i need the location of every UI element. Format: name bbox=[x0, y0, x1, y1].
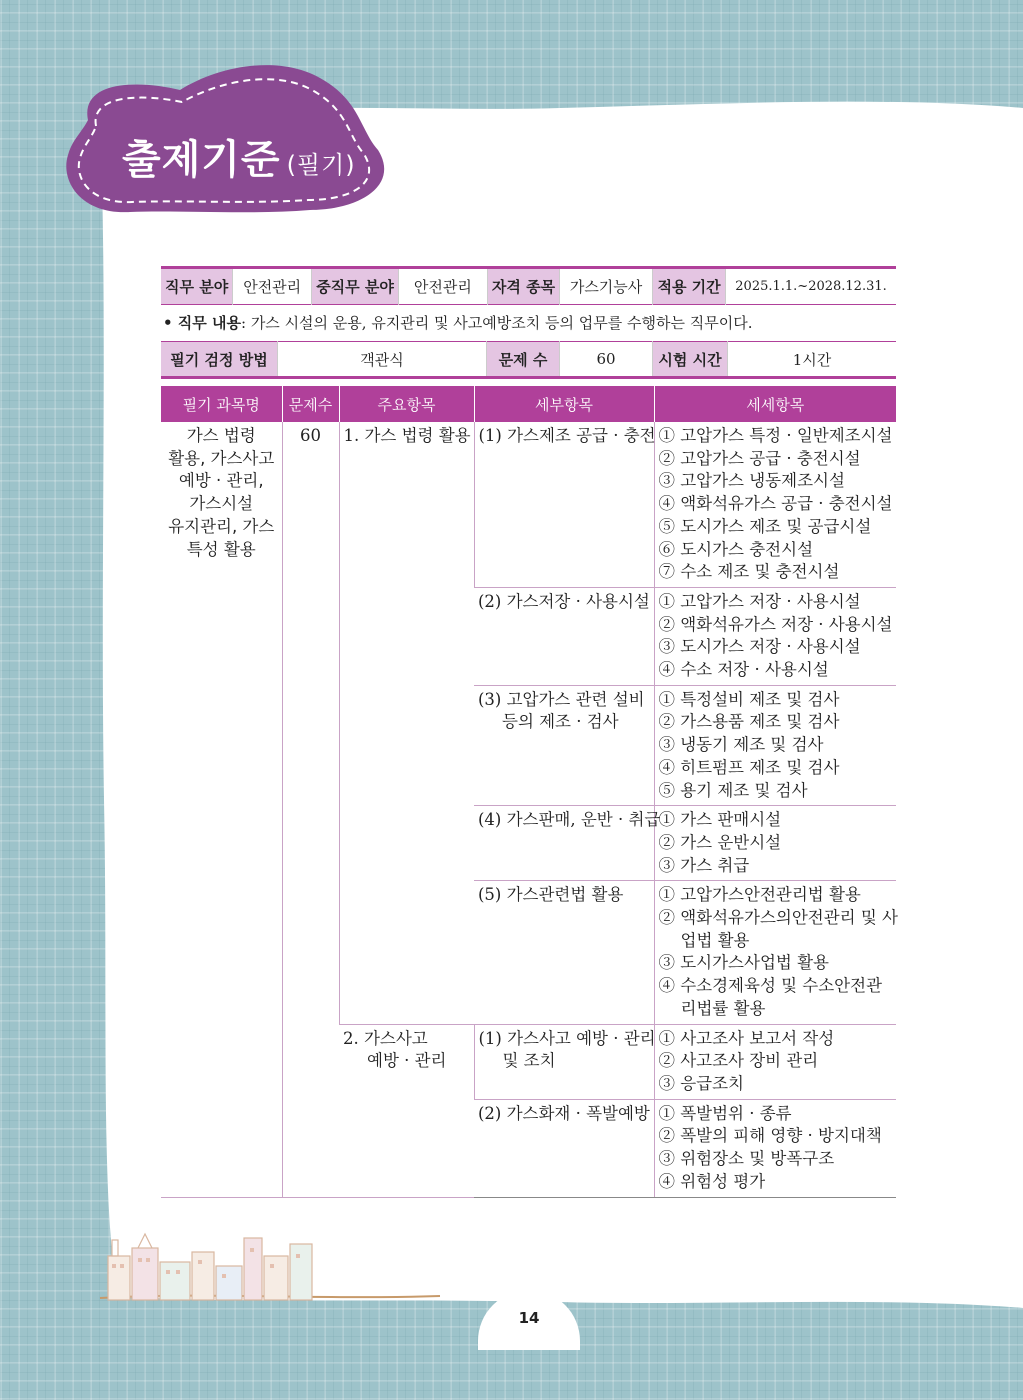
detail-items bbox=[654, 1024, 896, 1099]
page-title bbox=[122, 128, 356, 185]
detail-item: ① 고압가스안전관리법 활용 bbox=[658, 885, 861, 905]
detail-item: 리법률 활용 bbox=[680, 998, 766, 1018]
detail-item: ④ 액화석유가스 공급 · 충전시설 bbox=[658, 494, 893, 514]
sub-item bbox=[474, 806, 661, 881]
detail-items bbox=[654, 587, 896, 685]
subject-line: 예방 · 관리, bbox=[178, 471, 264, 491]
detail-item: ⑥ 도시가스 충전시설 bbox=[658, 539, 814, 559]
detail-item: ① 폭발범위 · 종류 bbox=[658, 1103, 792, 1123]
main-item-2 bbox=[339, 1024, 474, 1197]
detail-item: ⑦ 수소 제조 및 충전시설 bbox=[658, 562, 840, 582]
detail-item: ③ 가스 취급 bbox=[658, 855, 750, 875]
header-main-item: 주요항목 bbox=[339, 386, 474, 422]
qualification-label: 자격 종목 bbox=[487, 268, 559, 305]
sub-item-line: 등의 제조 · 검사 bbox=[502, 712, 619, 732]
method-label: 필기 검정 방법 bbox=[161, 342, 278, 378]
detail-item: ② 가스용품 제조 및 검사 bbox=[658, 712, 840, 732]
detail-item: ③ 도시가스 저장 · 사용시설 bbox=[658, 637, 861, 657]
duty-text: : 가스 시설의 운용, 유지관리 및 사고예방조치 등의 업무를 수행하는 직무이다. bbox=[241, 314, 753, 332]
detail-item: ④ 히트펌프 제조 및 검사 bbox=[658, 757, 840, 777]
subject-line: 가스 법령 bbox=[186, 426, 256, 445]
detail-item: 업법 활용 bbox=[680, 930, 750, 950]
header-count: 문제수 bbox=[282, 386, 339, 422]
detail-items bbox=[654, 685, 896, 806]
detail-item: ① 고압가스 저장 · 사용시설 bbox=[658, 591, 861, 611]
sub-item-line: (4) 가스판매, 운반 · 취급 bbox=[478, 810, 661, 830]
sub-item bbox=[474, 587, 654, 685]
sub-item-line: (2) 가스저장 · 사용시설 bbox=[478, 591, 650, 611]
header-sub-item: 세부항목 bbox=[474, 386, 654, 422]
info-block bbox=[161, 266, 896, 379]
main-item-1: 1. 가스 법령 활용 bbox=[339, 422, 474, 1024]
subject-line: 특성 활용 bbox=[186, 539, 256, 559]
count-value: 60 bbox=[560, 342, 653, 378]
qualification-value: 가스기능사 bbox=[560, 268, 653, 305]
period-label: 적용 기간 bbox=[653, 268, 726, 305]
subject-line: 활용, 가스사고 bbox=[168, 448, 275, 468]
sub-item bbox=[474, 1024, 654, 1099]
main-item-line: 2. 가스사고 bbox=[343, 1028, 428, 1048]
header-detail-item: 세세항목 bbox=[654, 386, 896, 422]
detail-item: ② 사고조사 장비 관리 bbox=[658, 1051, 819, 1071]
duty-label: • 직무 내용 bbox=[163, 314, 241, 332]
title-main: 출제기준 bbox=[122, 137, 281, 183]
duty-description bbox=[161, 305, 896, 341]
detail-item: ③ 응급조치 bbox=[658, 1073, 745, 1093]
detail-item: ③ 고압가스 냉동제조시설 bbox=[658, 471, 845, 491]
city-illustration bbox=[100, 1226, 320, 1304]
sub-field-value: 안전관리 bbox=[398, 268, 487, 305]
detail-item: ① 고압가스 특정 · 일반제조시설 bbox=[658, 426, 893, 445]
detail-item: ④ 수소경제육성 및 수소안전관 bbox=[658, 976, 883, 996]
detail-item: ⑤ 용기 제조 및 검사 bbox=[658, 780, 808, 800]
sub-item bbox=[474, 685, 654, 806]
method-value: 객관식 bbox=[278, 342, 487, 378]
sub-field-label: 중직무 분야 bbox=[312, 268, 399, 305]
detail-item: ③ 위험장소 및 방폭구조 bbox=[658, 1149, 835, 1169]
sub-item bbox=[474, 422, 654, 587]
table-row bbox=[161, 422, 896, 587]
time-value: 1시간 bbox=[792, 350, 832, 369]
subject-line: 가스시설 bbox=[189, 494, 254, 514]
detail-item: ② 고압가스 공급 · 충전시설 bbox=[658, 448, 861, 468]
detail-item: ② 가스 운반시설 bbox=[658, 832, 782, 852]
sub-item-line: (2) 가스화재 · 폭발예방 bbox=[478, 1103, 650, 1123]
job-field-label: 직무 분야 bbox=[161, 268, 233, 305]
title-sub: (필기) bbox=[286, 151, 356, 179]
page-number: 14 bbox=[518, 1309, 540, 1327]
job-field-value: 안전관리 bbox=[233, 268, 312, 305]
sub-item-line: (5) 가스관련법 활용 bbox=[478, 885, 624, 905]
detail-items bbox=[654, 806, 896, 881]
subject-name bbox=[161, 422, 282, 1197]
detail-item: ② 폭발의 피해 영향 · 방지대책 bbox=[658, 1126, 882, 1146]
table-header-row bbox=[161, 386, 896, 422]
detail-item: ③ 냉동기 제조 및 검사 bbox=[658, 735, 824, 755]
detail-item: ① 특정설비 제조 및 검사 bbox=[658, 689, 840, 709]
detail-item: ③ 도시가스사업법 활용 bbox=[658, 953, 829, 973]
header-subject: 필기 과목명 bbox=[161, 386, 282, 422]
detail-item: ② 액화석유가스 저장 · 사용시설 bbox=[658, 614, 893, 634]
sub-item bbox=[474, 1099, 654, 1197]
time-label: 시험 시간 bbox=[653, 342, 728, 378]
sub-item bbox=[474, 881, 654, 1024]
detail-item: ④ 수소 저장 · 사용시설 bbox=[658, 660, 829, 680]
criteria-table bbox=[161, 386, 896, 1198]
detail-items bbox=[654, 881, 896, 1024]
count-label: 문제 수 bbox=[487, 342, 560, 378]
subject-line: 유지관리, 가스 bbox=[168, 516, 275, 536]
detail-item: ① 가스 판매시설 bbox=[658, 810, 782, 830]
detail-item: ② 액화석유가스의안전관리 및 사 bbox=[658, 908, 898, 928]
detail-item: ① 사고조사 보고서 작성 bbox=[658, 1028, 835, 1048]
detail-items bbox=[654, 1099, 896, 1197]
period-value: 2025.1.1.~2028.12.31. bbox=[735, 279, 887, 294]
detail-item: ④ 위험성 평가 bbox=[658, 1171, 766, 1191]
main-item-line: 예방 · 관리 bbox=[367, 1051, 447, 1071]
sub-item-line: 및 조치 bbox=[502, 1051, 556, 1071]
sub-item-line: (1) 가스사고 예방 · 관리 bbox=[478, 1028, 656, 1048]
detail-item: ⑤ 도시가스 제조 및 공급시설 bbox=[658, 516, 872, 536]
subject-count: 60 bbox=[282, 422, 339, 1197]
detail-items bbox=[654, 422, 896, 587]
sub-item-line: (1) 가스제조 공급 · 충전 bbox=[478, 426, 656, 445]
sub-item-line: (3) 고압가스 관련 설비 bbox=[478, 689, 645, 709]
